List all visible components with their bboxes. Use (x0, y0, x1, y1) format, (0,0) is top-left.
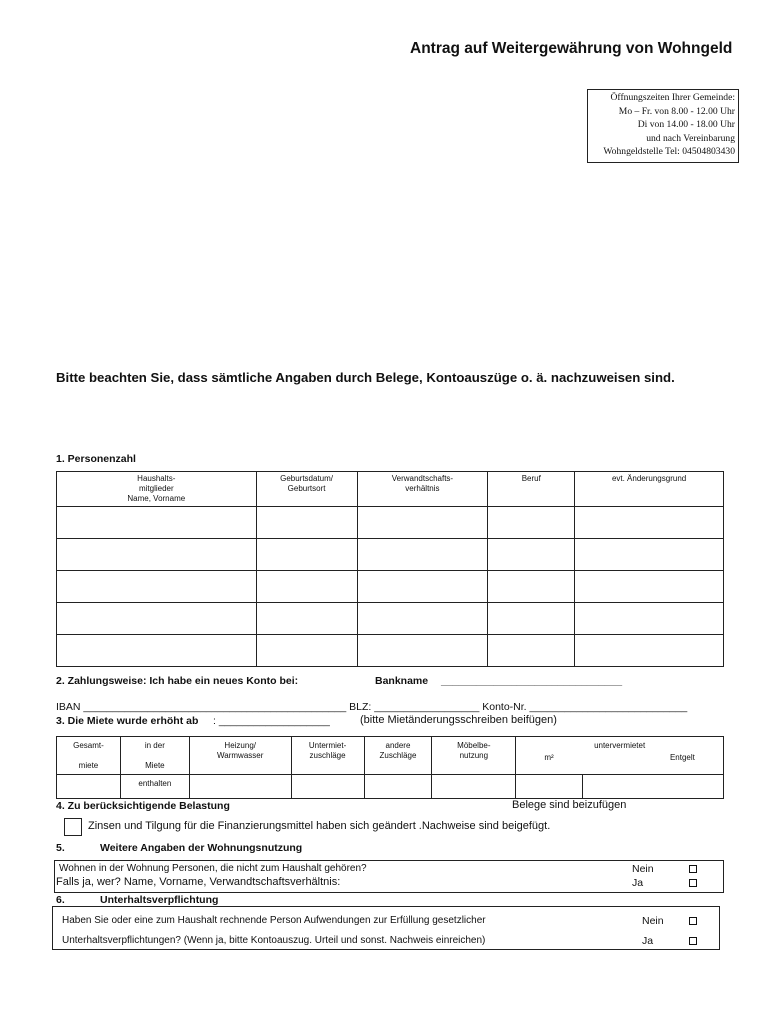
office-hours-box (587, 89, 739, 163)
col-geburt: Geburtsdatum/ Geburtsort (256, 472, 357, 507)
col-verwandtschaft: Verwandtschafts- verhältnis (357, 472, 488, 507)
section6-question-line2: Unterhaltsverpflichtungen? (Wenn ja, bitte Kontoauszug. Urteil und sonst. Nachweis einreichen) (62, 935, 486, 946)
table-row (57, 571, 724, 603)
rent-table (56, 736, 724, 799)
section5-yes-checkbox[interactable] (689, 879, 697, 887)
rent-date-field[interactable]: : ___________________ (213, 715, 330, 727)
hours-line: Wohngeldstelle Tel: 04504803430 (603, 146, 735, 157)
col-haushalt: Haushalts- mitglieder Name, Vorname (57, 472, 257, 507)
section6-number: 6. (56, 894, 65, 906)
section3-label: 3. Die Miete wurde erhöht ab (56, 715, 199, 727)
section5-label: Weitere Angaben der Wohnungsnutzung (100, 842, 303, 854)
section5-no-label: Nein (632, 863, 654, 875)
financing-checkbox[interactable] (64, 818, 82, 836)
section6-no-checkbox[interactable] (689, 917, 697, 925)
hours-line: Di von 14.00 - 18.00 Uhr (637, 119, 735, 130)
hours-line: Öffnungszeiten Ihrer Gemeinde: (610, 92, 735, 103)
table-row (57, 507, 724, 539)
col-enthalten: enthalten (120, 775, 189, 799)
section5-yes-label: Ja (632, 877, 644, 889)
hours-line: Mo – Fr. von 8.00 - 12.00 Uhr (618, 105, 735, 117)
col-entgelt: Entgelt (669, 753, 695, 762)
section5-followup: Falls ja, wer? Name, Vorname, Verwandtschaftsverhältnis: (56, 876, 341, 888)
col-gesamtmiete: Gesamt- miete (57, 737, 121, 775)
section2-label: 2. Zahlungsweise: Ich habe ein neues Konto bei: (56, 675, 299, 687)
section3-note: (bitte Mietänderungsschreiben beifügen) (360, 714, 557, 726)
col-aenderung: evt. Änderungsgrund (575, 472, 724, 507)
iban-line[interactable]: IBAN _____________________________________________ BLZ: __________________ Konto-Nr. ___________________________ (56, 701, 688, 713)
section5-question: Wohnen in der Wohnung Personen, die nicht zum Haushalt gehören? (59, 863, 367, 874)
col-andere: andere Zuschläge (364, 737, 432, 775)
section6-yes-label: Ja (642, 935, 654, 947)
bankname-field[interactable]: _______________________________ (441, 675, 623, 687)
hours-line: und nach Vereinbarung (646, 132, 735, 144)
col-heizung: Heizung/ Warmwasser (189, 737, 291, 775)
col-untervermietet: untervermietet m² Entgelt (516, 737, 724, 775)
section5-number: 5. (56, 842, 65, 854)
table-row (57, 603, 724, 635)
belege-note: Belege sind beizufügen (512, 799, 627, 811)
section6-yes-checkbox[interactable] (689, 937, 697, 945)
notice-text: Bitte beachten Sie, dass sämtliche Angaben durch Belege, Kontoauszüge o. ä. nachzuweisen sind. (56, 370, 675, 385)
table-row (57, 635, 724, 667)
section4-label: 4. Zu berücksichtigende Belastung (56, 800, 230, 812)
section6-question-line1: Haben Sie oder eine zum Haushalt rechnende Person Aufwendungen zur Erfüllung gesetzlicher (62, 915, 486, 926)
financing-text: Zinsen und Tilgung für die Finanzierungsmittel haben sich geändert .Nachweise sind beigefügt. (88, 820, 551, 832)
col-untermiet: Untermiet- zuschläge (291, 737, 364, 775)
form-title: Antrag auf Weitergewährung von Wohngeld (410, 40, 733, 57)
col-m2: m² (544, 753, 554, 762)
col-beruf: Beruf (488, 472, 575, 507)
section6-no-label: Nein (642, 915, 664, 927)
col-in-der-miete: in der Miete (120, 737, 189, 775)
persons-table (56, 471, 724, 667)
bankname-label: Bankname (375, 675, 429, 687)
section5-no-checkbox[interactable] (689, 865, 697, 873)
section6-label: Unterhaltsverpflichtung (100, 894, 219, 906)
table-row (57, 539, 724, 571)
col-moebel: Möbelbe- nutzung (432, 737, 516, 775)
section1-heading: 1. Personenzahl (56, 453, 136, 465)
